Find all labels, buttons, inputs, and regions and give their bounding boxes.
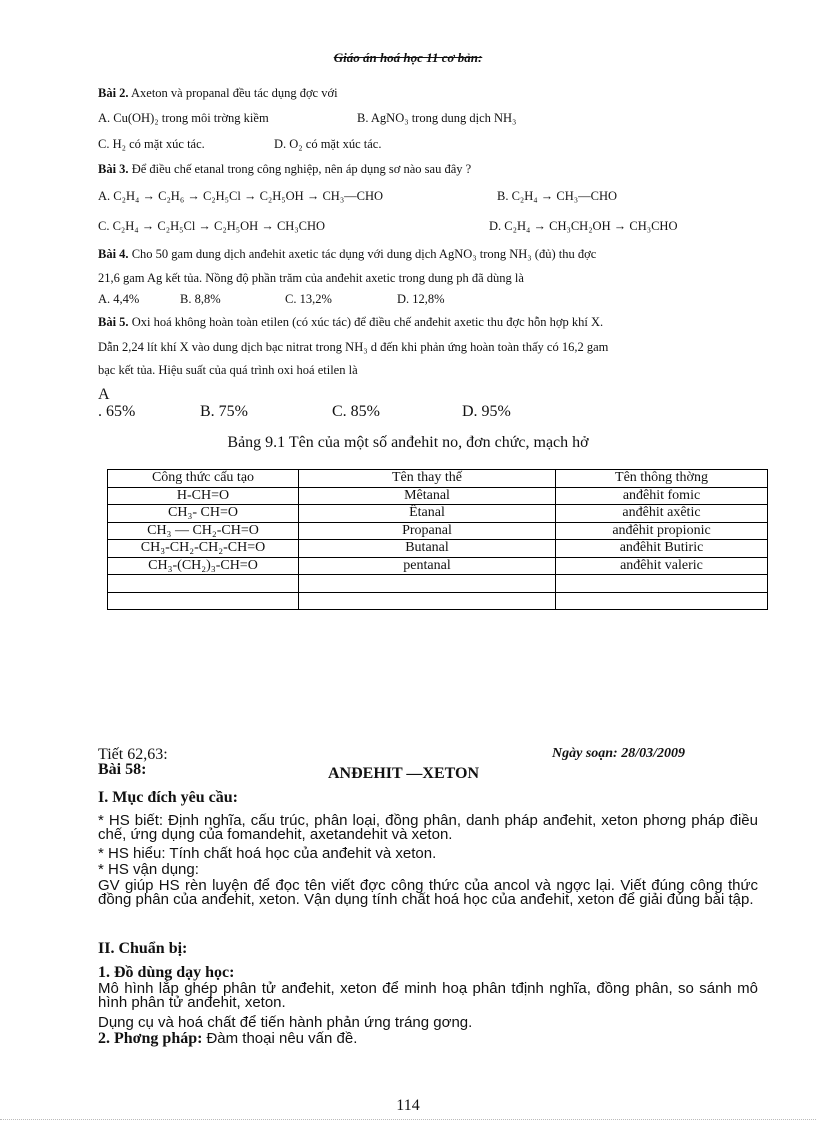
bai5-opt-c: C. 85% [332,403,380,420]
paragraph-apply: GV giúp HS rèn luyện để đọc tên viết đợc công thức của ancol và ngợc lại. Viết đúng công thức đồng phân của anđehit, xeton. Vận dụng tính chất hoá học của anđehit, xeton để giải đúng bài tập. [98,877,758,908]
table-cell [556,575,768,593]
bai4-text: Cho 50 gam dung dịch anđehit axetic tác dụng với dung dịch AgNO₃ trong NH₃ (đủ) thu đợc [131,247,597,261]
bai5-opt-d: D. 95% [462,403,511,420]
bai2-opt-b: B. AgNO₃ trong dung dịch NH₃ [357,111,517,125]
bai2-text: Axeton và propanal đều tác dụng đợc với [131,86,338,100]
method-text: Đàm thoại nêu vấn đề. [206,1030,358,1047]
bai5-opt-a: . 65% [98,403,136,420]
lesson-number: Bài 58: [98,761,147,778]
bai5-opt-a-letter: A [98,386,110,403]
section-preparation: II. Chuẩn bị: [98,940,188,957]
bai3-opt-c: C. C₂H₄ → C₂H₅Cl → C₂H₅OH → CH₃CHO [98,219,326,233]
bai3-text: Để điều chế etanal trong công nghiệp, nên áp dụng sơ nào sau đây ? [131,162,472,176]
table-row [108,540,768,558]
table-cell: anđêhit fomic [556,487,768,505]
page-bottom-rule [0,1119,816,1120]
bai4-line2: 21,6 gam Ag kết tủa. Nồng độ phần trăm của anđehit axetic trong dung ph đã dùng là [98,271,524,285]
table-caption: Bảng 9.1 Tên của một số anđehit no, đơn chức, mạch hở [227,434,589,451]
page-header: Giáo án hoá học 11 cơ bản: [333,50,483,65]
paragraph-materials: Mô hình lắp ghép phân tử anđehit, xeton để minh hoạ phân tđịnh nghĩa, đồng phân, so sánh mô hình phân tử anđehit, xeton. [98,980,758,1011]
table-cell: CH₃-(CH₂)₃-CH=O [108,557,299,575]
bai4-label: Bài 4. [98,247,129,261]
method-label: 2. Phơng pháp: [98,1030,203,1047]
bai2-label: Bài 2. [98,86,129,100]
table-row [108,487,768,505]
bai3-opt-a: A. C₂H₄ → C₂H₆ → C₂H₅Cl → C₂H₅OH → CH₃—CHO [98,189,384,203]
table-row [108,557,768,575]
subsection-method [98,1030,357,1048]
bai3-question [98,162,471,177]
bai4-opt-b: B. 8,8% [180,292,221,306]
bai2-opt-d: D. O₂ có mặt xúc tác. [274,137,382,151]
subsection-materials: 1. Đồ dùng dạy học: [98,964,235,981]
table-cell [299,592,556,610]
lesson-date: Ngày soạn: 28/03/2009 [552,746,685,761]
bai4-opt-d: D. 12,8% [397,292,445,306]
table-row [108,522,768,540]
table-header-cell: Tên thông thờng [556,470,768,488]
table-header-cell: Công thức cấu tạo [108,470,299,488]
bai2-opt-a: A. Cu(OH)₂ trong môi trờng kiềm [98,111,269,125]
table-cell: anđêhit propionic [556,522,768,540]
bai5-opt-b: B. 75% [200,403,248,420]
bai3-opt-b: B. C₂H₄ → CH₃—CHO [497,189,618,203]
table-cell [108,575,299,593]
table-row [108,505,768,523]
table-cell: Êtanal [299,505,556,523]
bai3-label: Bài 3. [98,162,129,176]
section-objectives: I. Mục đích yêu cầu: [98,789,238,806]
table-row-empty [108,575,768,593]
table-cell: H-CH=O [108,487,299,505]
bai5-line1 [98,315,603,330]
bai5-label: Bài 5. [98,315,129,329]
table-cell: CH₃- CH=O [108,505,299,523]
paragraph-equipment: Dụng cụ và hoá chất để tiến hành phản ứng tráng gơng. [98,1014,473,1031]
paragraph-apply-heading: * HS vận dụng: [98,861,199,878]
bai5-line2: Dẫn 2,24 lít khí X vào dung dịch bạc nitrat trong NH₃ d đến khi phản ứng hoàn toàn thấy có 16,2 gam [98,340,609,354]
table-cell [299,575,556,593]
table-cell: Butanal [299,540,556,558]
table-cell: CH₃-CH₂-CH₂-CH=O [108,540,299,558]
table-header-cell: Tên thay thế [299,470,556,488]
bai4-line1 [98,247,596,262]
bai4-opt-a: A. 4,4% [98,292,140,306]
table-row-empty [108,592,768,610]
paragraph-understand: * HS hiểu: Tính chất hoá học của anđehit và xeton. [98,845,437,862]
aldehyde-table [107,469,768,610]
table-cell: anđêhit axêtic [556,505,768,523]
bai3-opt-d: D. C₂H₄ → CH₃CH₂OH → CH₃CHO [489,219,678,233]
bai5-line3: bạc kết tủa. Hiệu suất của quá trình oxi hoá etilen là [98,363,358,377]
table-cell: anđêhit valeric [556,557,768,575]
table-cell: pentanal [299,557,556,575]
table-cell [556,592,768,610]
table-cell: anđêhit Butiric [556,540,768,558]
lesson-title: ANĐEHIT —XETON [328,765,479,782]
table-cell [108,592,299,610]
bai5-text: Oxi hoá không hoàn toàn etilen (có xúc tác) để điều chế anđehit axetic thu đợc hỗn hợp khí X. [131,315,604,329]
bai4-opt-c: C. 13,2% [285,292,332,306]
bai2-opt-c: C. H₂ có mặt xúc tác. [98,137,205,151]
lesson-period: Tiết 62,63: [98,746,168,763]
table-cell: Mêtanal [299,487,556,505]
bai2-question [98,86,338,101]
table-cell: Propanal [299,522,556,540]
page-number: 114 [396,1097,420,1114]
table-header-row [108,470,768,488]
table-cell: CH₃ — CH₂-CH=O [108,522,299,540]
paragraph-know: * HS biết: Định nghĩa, cấu trúc, phân loại, đồng phân, danh pháp anđehit, xeton phơng pháp điều chế, ứng dụng của fomandehit, axetandehit và xeton. [98,812,758,843]
